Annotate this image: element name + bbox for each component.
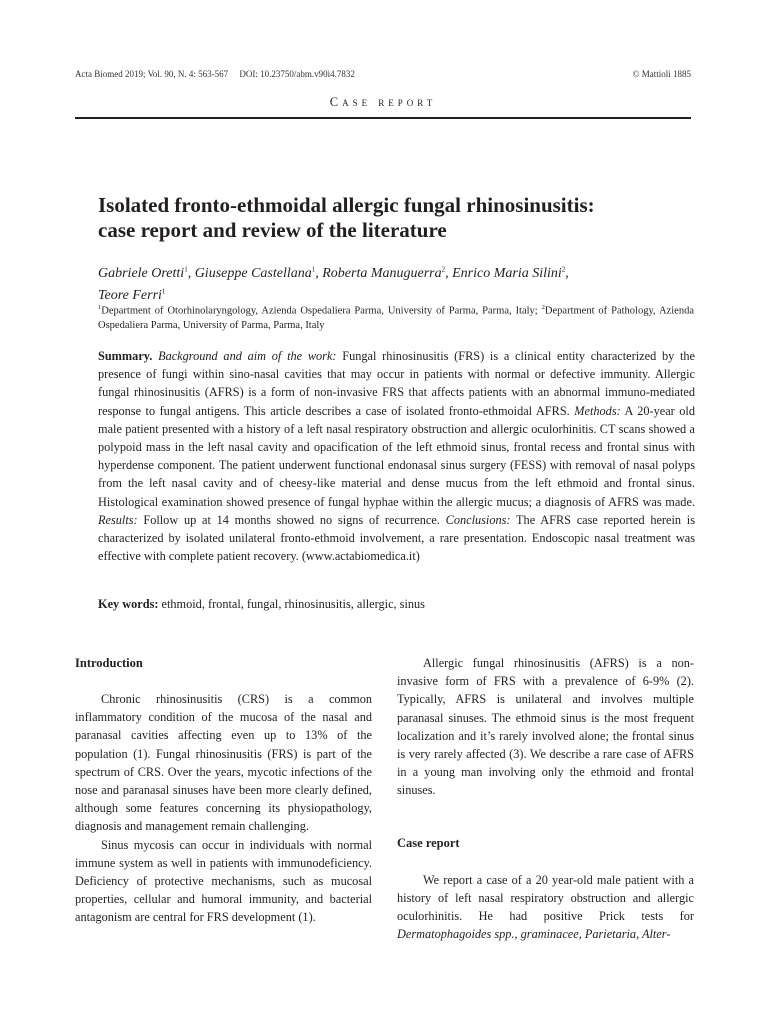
author-2: Giuseppe Castellana$^1$,	[194, 265, 323, 281]
title-line-1: Isolated fronto-ethmoidal allergic fungal rhinosinusitis:	[98, 193, 595, 217]
running-header	[75, 69, 691, 79]
author-3: Roberta Manuguerra$^2$,	[322, 265, 453, 281]
author-4: Enrico Maria Silini$^2$,	[452, 265, 569, 281]
header-rule	[75, 117, 691, 119]
intro-paragraph-2: Sinus mycosis can occur in individuals with normal immune system as well in patients with immunodeficiency. Deficiency of protective mechanisms, such as mucosal properties, cellular and humoral immunity, and bacterial antagonism are central for FRS development (1).	[75, 837, 372, 925]
abstract: Summary. Background and aim of the work: Fungal rhinosinusitis (FRS) is a clinical entity characterized by the presence of fungi within sino-nasal cavities that may occur in patients with normal or defective immunity. Allergic fungal rhinosinusitis (AFRS) is a form of non-invasive FRS that affects patients with an abnormal immuno-mediated response to fungal antigens. This article describes a case of isolated fronto-ethmoidal AFRS. Methods: A 20-year old male patient presented with a history of a left nasal respiratory obstruction and allergic oculorhinitis. CT scans showed a polypoid mass in the left nasal cavity and opacification of the left ethmoid sinus, frontal recess and frontal sinus with hyperdense component. The patient underwent functional endonasal sinus surgery (FESS) with removal of nasal polyps from the left nasal cavity and of cheesy-like material and dense mucus from the left ethmoid and frontal sinus. Histological examination showed presence of fungal hyphae within the allergic mucus; a diagnosis of AFRS was made. Results: Follow up at 14 months showed no signs of recurrence. Conclusions: The AFRS case reported herein is characterized by isolated unilateral fronto-ethmoid involvement, a rare presentation. Endoscopic nasal treatment was effective with complete patient recovery. (www.actabiomedica.it)	[98, 349, 695, 564]
introduction-heading: Introduction	[75, 656, 143, 670]
summary-label: Summary.	[98, 349, 153, 363]
author-list	[98, 260, 688, 305]
body-column-right	[397, 654, 694, 943]
body-column-left	[75, 654, 372, 927]
intro-paragraph-3: Allergic fungal rhinosinusitis (AFRS) is a non-invasive form of FRS with a prevalence of 6-9% (2). Typically, AFRS is unilateral and involves multiple paranasal sinuses. The ethmoid sinus is the most frequent localization and it’s rarely involved alone; the frontal sinus is very rarely affected (3). We describe a rare case of AFRS in a young man involving only the ethmoid and frontal sinuses.	[397, 656, 694, 798]
author-1: Gabriele Oretti$^1$,	[98, 265, 195, 281]
copyright-notice: © Mattioli 1885	[632, 69, 691, 79]
affiliations: $^1$Department of Otorhinolaryngology, Azienda Ospedaliera Parma, University of Parma, Parma, Italy; $^2$Department of Pathology, Azienda Ospedaliera Parma, University of Parma, Parma, Italy	[98, 304, 694, 331]
intro-paragraph-1: Chronic rhinosinusitis (CRS) is a common inflammatory condition of the mucosa of the nasal and paranasal cavities affecting even up to 13% of the population (1). Fungal rhinosinusitis (FRS) is part of the spectrum of CRS. Over the years, mycotic infections of the nose and paranasal sinuses have been more clearly defined, although some features concerning its physiopathology, diagnosis and management remain challenging.	[75, 692, 372, 834]
keywords-label: Key words:	[98, 597, 159, 611]
case-paragraph-1: We report a case of a 20 year-old male patient with a history of left nasal respiratory obstruction and allergic oculorhinitis. He had positive Prick tests for Dermatophagoides spp., graminacee, Parietaria, Alter-	[397, 872, 694, 942]
author-5: Teore Ferri$^1$	[98, 287, 166, 304]
keywords: Key words: ethmoid, frontal, fungal, rhinosinusitis, allergic, sinus	[98, 597, 425, 611]
section-label: Case report	[329, 95, 437, 109]
journal-citation: Acta Biomed 2019; Vol. 90, N. 4: 563-567 DOI: 10.23750/abm.v90i4.7832	[75, 69, 355, 79]
article-title	[98, 193, 688, 243]
case-report-heading: Case report	[397, 835, 460, 850]
title-line-2: case report and review of the literature	[98, 218, 447, 242]
